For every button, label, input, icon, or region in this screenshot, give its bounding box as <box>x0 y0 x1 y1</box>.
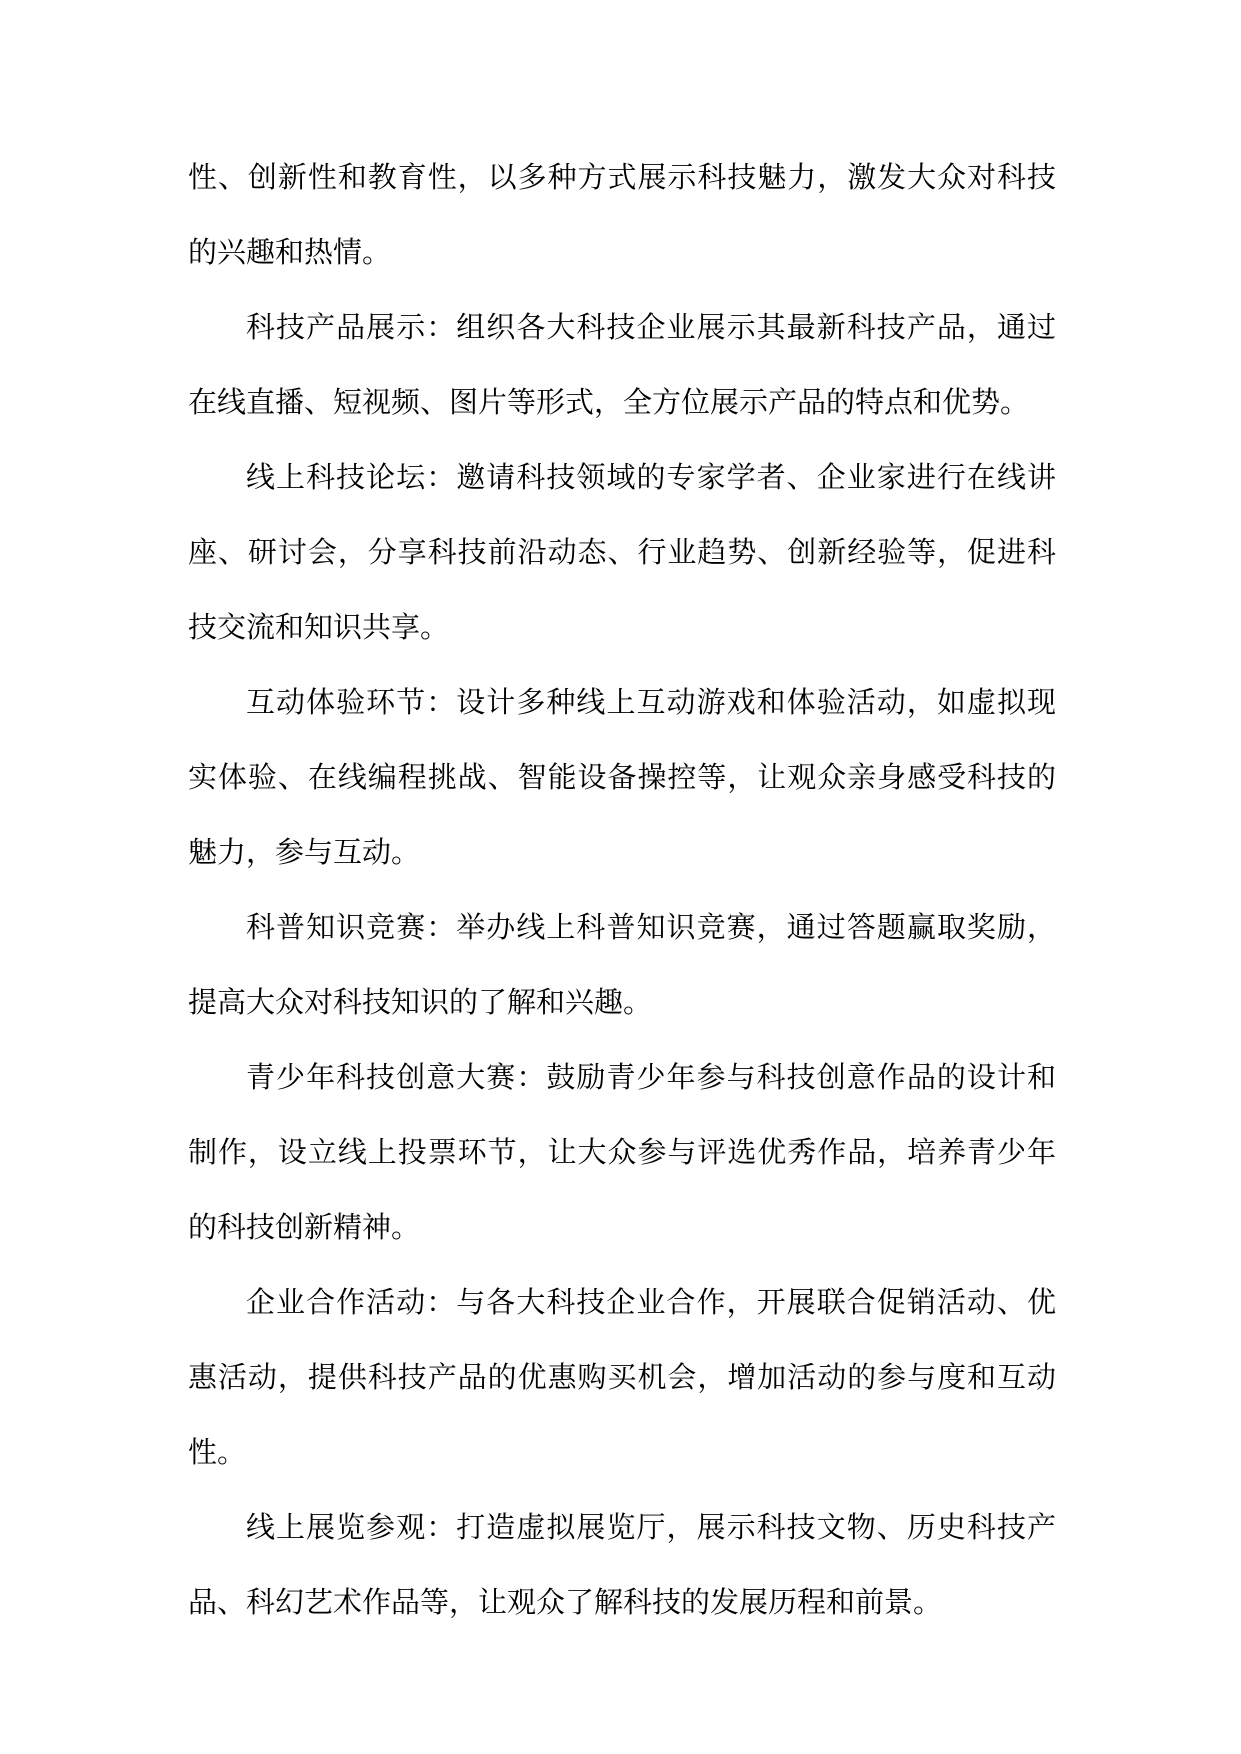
paragraph-product-showcase: 科技产品展示：组织各大科技企业展示其最新科技产品，通过在线直播、短视频、图片等形式，全方位展示产品的特点和优势。 <box>188 310 1056 419</box>
paragraph-youth-contest: 青少年科技创意大赛：鼓励青少年参与科技创意作品的设计和制作，设立线上投票环节，让大众参与评选优秀作品，培养青少年的科技创新精神。 <box>188 1060 1056 1244</box>
paragraph-interactive-experience: 互动体验环节：设计多种线上互动游戏和体验活动，如虚拟现实体验、在线编程挑战、智能设备操控等，让观众亲身感受科技的魅力，参与互动。 <box>188 685 1056 869</box>
paragraph-enterprise-cooperation: 企业合作活动：与各大科技企业合作，开展联合促销活动、优惠活动，提供科技产品的优惠购买机会，增加活动的参与度和互动性。 <box>188 1285 1056 1469</box>
body-text <box>188 140 1056 1640</box>
paragraph-online-exhibition: 线上展览参观：打造虚拟展览厅，展示科技文物、历史科技产品、科幻艺术作品等，让观众了解科技的发展历程和前景。 <box>188 1510 1056 1619</box>
paragraph-online-forum: 线上科技论坛：邀请科技领域的专家学者、企业家进行在线讲座、研讨会，分享科技前沿动态、行业趋势、创新经验等，促进科技交流和知识共享。 <box>188 460 1056 644</box>
paragraph-quiz-competition: 科普知识竞赛：举办线上科普知识竞赛，通过答题赢取奖励，提高大众对科技知识的了解和兴趣。 <box>188 910 1056 1019</box>
paragraph-continuation: 性、创新性和教育性，以多种方式展示科技魅力，激发大众对科技的兴趣和热情。 <box>188 160 1056 269</box>
